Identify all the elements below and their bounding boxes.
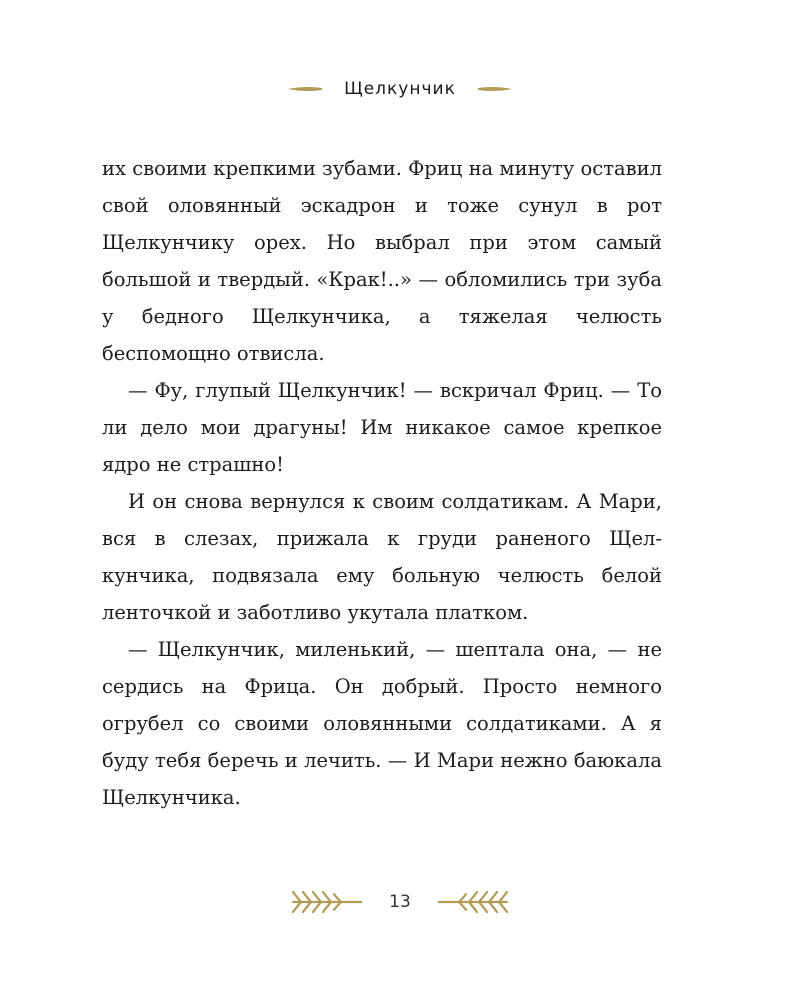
right-header-ornament-icon bbox=[478, 85, 512, 93]
page-footer bbox=[0, 884, 800, 920]
paragraph-2: — Фу, глупый Щелкунчик! — вскричал Фриц. — То ли дело мои драгуны! Им никакое самое крепкое ядро не страшно! bbox=[102, 379, 662, 476]
right-branch-ornament-icon bbox=[437, 888, 509, 916]
paragraph-3: И он снова вернулся к своим солдатикам. А Мари, вся в слезах, прижала к груди раненого Щелкунчика, подвязала ему больную челюсть белой ленточкой и заботливо укутала платком. bbox=[102, 490, 662, 624]
paragraph-4: — Щелкунчик, миленький, — шептала она, — не сердись на Фрица. Он добрый. Просто немного огрубел со своими оловянными солдатиками. А я буду тебя беречь и лечить. — И Мари нежно баюкала Щелкунчика. bbox=[102, 638, 662, 809]
left-branch-ornament-icon bbox=[291, 888, 363, 916]
body-text bbox=[102, 150, 662, 816]
page-number: 13 bbox=[389, 892, 411, 912]
running-header-title: Щелкунчик bbox=[344, 79, 456, 99]
running-header bbox=[0, 72, 800, 106]
paragraph-1: их своими крепкими зубами. Фриц на минуту оставил свой оловянный эскадрон и тоже сунул в рот Щелкунчику орех. Но выбрал при этом самый большой и твердый. «Крак!..» — обломились три зуба у бедного Щелкунчика, а тяжелая челюсть беспомощно отвисла. bbox=[102, 157, 662, 365]
left-header-ornament-icon bbox=[288, 85, 322, 93]
